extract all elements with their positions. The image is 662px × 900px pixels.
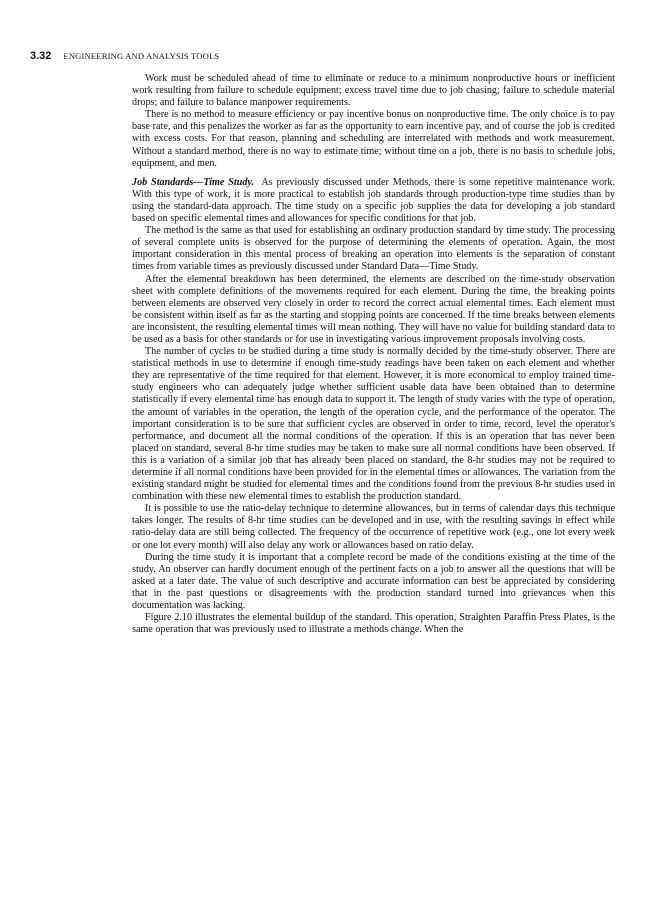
section-first-paragraph: As previously discussed under Methods, there is some repetitive maintenance work. With this type of work, it is more practical to establish job standards through production-type time studies than by using the standard-data approach. The time study on a specific job supplies the data for developing a job standard based on specific elemental times and allowances for specific conditions for that job. <box>132 176 615 225</box>
paragraph: During the time study it is important that a complete record be made of the conditions existing at the time of the study. An observer can hardly document enough of the pertinent facts on a job to answer all the questions that will be asked at a later date. The value of such descriptive and accurate information can best be appreciated by considering that in the past questions or disagreements with the production standard turned into grievances when this documentation was lacking. <box>132 551 615 612</box>
paragraph: Figure 2.10 illustrates the elemental buildup of the standard. This operation, Straighten Paraffin Press Plates, is the same operation that was previously used to illustrate a methods change. When the <box>132 612 615 636</box>
paragraph: It is possible to use the ratio-delay technique to determine allowances, but in terms of calendar days this technique takes longer. The results of 8-hr time studies can be developed and in use, with the resulting savings in effect while ratio-delay data are still being collected. The frequency of the occurrence of repetitive work (e.g., one lot every week or one lot every month) will also delay any work or allowances based on ratio delay. <box>132 503 615 551</box>
body-text <box>132 73 615 636</box>
page-number: 3.32 <box>30 50 52 62</box>
running-header <box>30 46 219 60</box>
section-job-standards <box>132 177 615 225</box>
paragraph: The number of cycles to be studied during a time study is normally decided by the time-study observer. There are statistical methods in use to determine if enough time-study readings have been taken on each element and whether they are representative of the time required for that element. However, it is more economical to employ trained time-study engineers who can adequately judge whether sufficient usable data have been obtained than to determine statistically if every elemental time has enough data to support it. The length of study varies with the type of operation, the amount of variables in the operation, the length of the operation cycle, and the performance of the operator. The important consideration is to be sure that sufficient cycles are observed in order to time, record, level the operator's performance, and document all the normal conditions of the operation. If this is an operation that has never been placed on standard, several 8-hr time studies may be taken to make sure all normal conditions have been observed. If this is a variation of a similar job that has already been placed on standard, the 8-hr studies may not be required to determine if all normal conditions have been provided for in the elemental times or allowances. The variation from the existing standard might be studied for elemental times and the conditions found from the previous 8-hr studies used in combination with these new elemental times to establish the production standard. <box>132 346 615 503</box>
paragraph: After the elemental breakdown has been determined, the elements are described on the time-study observation sheet with complete definitions of the movements required for each element. During the time, the breaking points between elements are observed very closely in order to record the correct actual elemental times. Each element must be consistent within itself as far as the starting and stopping points are concerned. If the time breaks between elements are inconsistent, the resulting elemental times will mean nothing. They will have no value for building standard data to be used as a basis for other standards or for use in investigating various improvement proposals involving costs. <box>132 273 615 345</box>
running-title: ENGINEERING AND ANALYSIS TOOLS <box>63 51 220 61</box>
paragraph: There is no method to measure efficiency or pay incentive bonus on nonproductive time. The only choice is to pay base rate, and this penalizes the worker as far as the opportunity to earn incentive pay, and of course the job is credited with excess costs. For that reason, planning and scheduling are interrelated with methods and work measurement. Without a standard method, there is no way to estimate time; without time on a job, there is no basis to schedule jobs, equipment, and men. <box>132 109 615 169</box>
section-heading: Job Standards—Time Study. <box>132 176 255 188</box>
paragraph: The method is the same as that used for establishing an ordinary production standard by time study. The processing of several complete units is observed for the purpose of determining the elements of operation. Again, the most important consideration in this mental process of breaking an operation into elements is the separation of constant times from variable times as previously discussed under Standard Data—Time Study. <box>132 225 615 273</box>
paragraph: Work must be scheduled ahead of time to eliminate or reduce to a minimum nonproductive hours or inefficient work resulting from failure to schedule equipment; excess travel time due to job chasing; failure to schedule material drops; and failure to balance manpower requirements. <box>132 73 615 109</box>
